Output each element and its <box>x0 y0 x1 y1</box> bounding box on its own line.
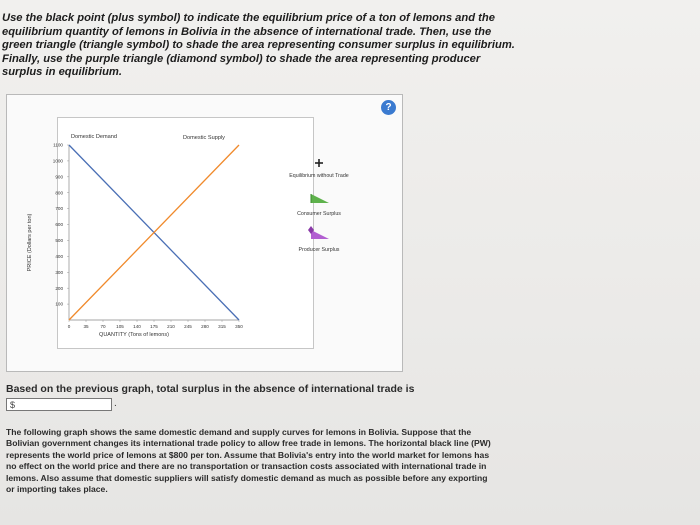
y-tick-label: 300 <box>55 269 63 275</box>
legend-label-equilibrium: Equilibrium without Trade <box>289 173 349 179</box>
diamond-triangle-icon <box>311 230 329 239</box>
x-tick-label: 210 <box>167 324 175 329</box>
supply-curve-label: Domestic Supply <box>183 135 225 141</box>
x-tick-label: 280 <box>201 324 209 329</box>
y-axis-label: PRICE (Dollars per ton) <box>27 213 33 272</box>
x-tick-label: 70 <box>100 324 106 329</box>
y-tick-label: 800 <box>55 190 63 196</box>
x-tick-label: 350 <box>235 324 243 329</box>
y-tick-label: 400 <box>55 253 63 259</box>
triangle-icon <box>311 194 329 203</box>
trade-policy-paragraph: The following graph shows the same domestic demand and supply curves for lemons in Bolivia. Suppose that the Bolivian government changes its international trade policy to allow free trade in lemons. The horizontal black line (PW) represents the world price of lemons at $800 per ton. Assume that Bolivia's entry into the world market for lemons has no effect on the world price and there are no transportation or transaction costs associated with international trade in lemons. Also assume that domestic suppliers will satisfy domestic demand as much as possible before any exporting or importing takes place. <box>6 427 491 495</box>
total-surplus-input[interactable] <box>15 400 109 410</box>
instructions-text: Use the black point (plus symbol) to indicate the equilibrium price of a ton of lemons and the equilibrium quantity of lemons in Bolivia in the absence of international trade. Then, use the green triangle (triangle symbol) to shade the area representing consumer surplus in equilibrium. Finally, use the purple triangle (diamond symbol) to shade the area representing producer surplus in equilibrium. <box>2 12 515 78</box>
help-button[interactable]: ? <box>381 100 396 115</box>
x-tick-label: 315 <box>218 324 226 329</box>
x-tick-label: 0 <box>67 324 71 329</box>
currency-sign: $ <box>10 399 16 410</box>
y-tick-label: 600 <box>55 222 63 228</box>
chart-svg <box>7 95 402 371</box>
x-tick-label: 105 <box>116 324 124 329</box>
y-tick-label: 900 <box>55 174 63 180</box>
demand-curve-label: Domestic Demand <box>71 134 118 140</box>
y-tick-label: 200 <box>55 285 63 291</box>
x-axis-label: QUANTITY (Tons of lemons) <box>99 332 169 338</box>
total-surplus-prompt: Based on the previous graph, total surplus in the absence of international trade is <box>6 383 415 395</box>
total-surplus-input-box[interactable] <box>6 398 112 411</box>
y-tick-label: 500 <box>55 238 63 244</box>
y-tick-label: 100 <box>55 301 63 307</box>
x-tick-label: 35 <box>83 324 89 329</box>
x-tick-label: 175 <box>150 324 158 329</box>
y-tick-label: 1000 <box>52 158 63 164</box>
graph-panel <box>6 94 403 372</box>
sentence-period: . <box>114 398 117 409</box>
y-tick-label: 700 <box>55 206 63 212</box>
x-tick-label: 140 <box>133 324 141 329</box>
legend-label-producer-surplus: Producer Surplus <box>298 247 340 253</box>
x-tick-label: 245 <box>184 324 192 329</box>
y-tick-label: 1100 <box>53 142 63 148</box>
legend-label-consumer-surplus: Consumer Surplus <box>297 211 341 217</box>
